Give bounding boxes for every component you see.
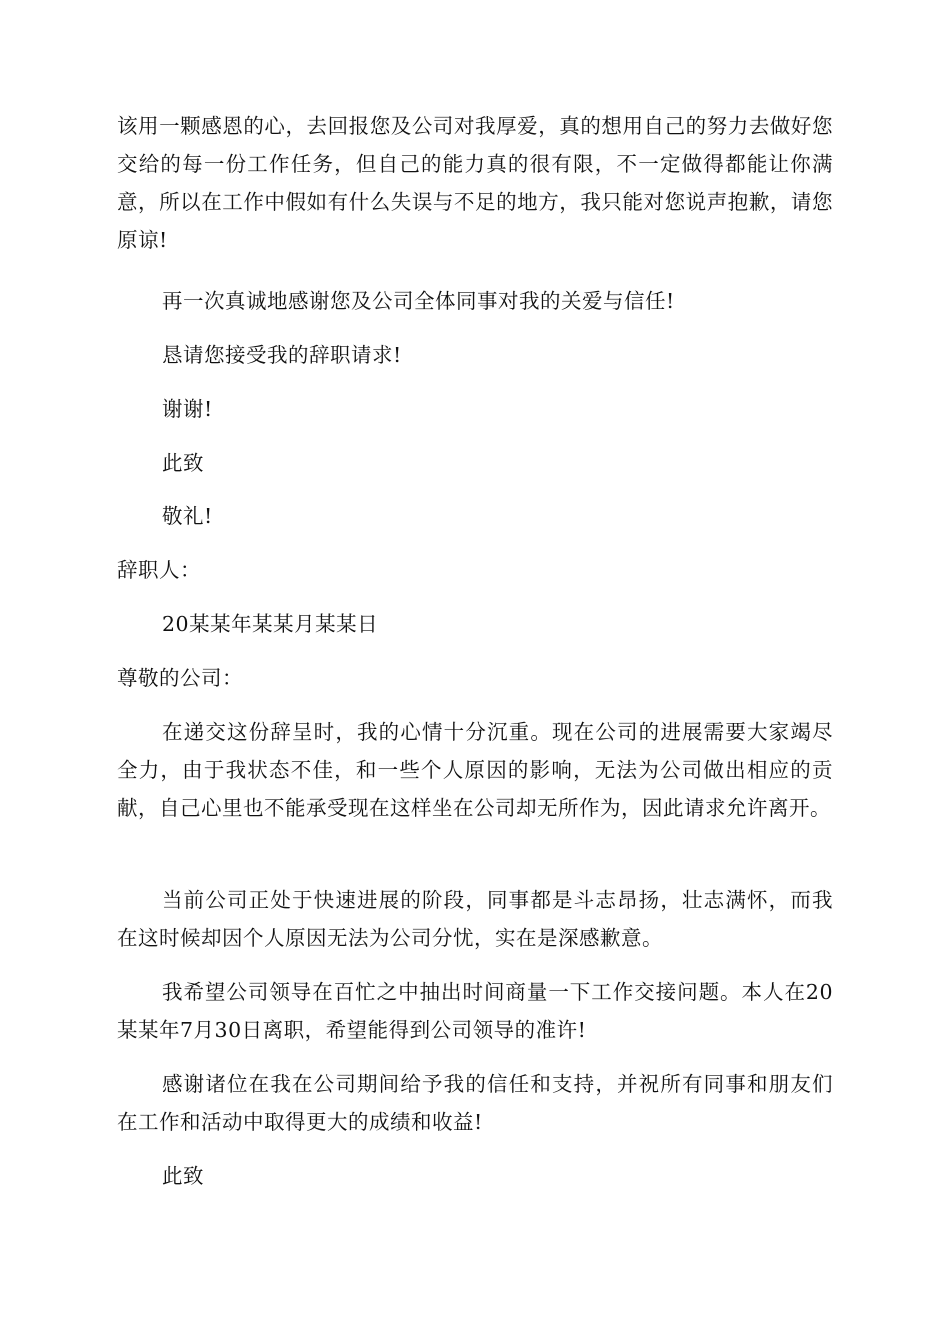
paragraph-closing-1: 此致 (162, 451, 204, 475)
paragraph-submission: 在递交这份辞呈时，我的心情十分沉重。现在公司的进展需要大家竭尽全力，由于我状态不佳，和一些个人原因的影响，无法为公司做出相应的贡献，自己心里也不能承受现在这样坐在公司却无所作为，因此请求允许离开。 (117, 720, 833, 820)
paragraph-request: 恳请您接受我的辞职请求! (162, 343, 402, 367)
paragraph-apology: 该用一颗感恩的心，去回报您及公司对我厚爱，真的想用自己的努力去做好您交给的每一份工作任务，但自己的能力真的很有限，不一定做得都能让你满意，所以在工作中假如有什么失误与不足的地方，我只能对您说声抱歉，请您原谅! (117, 114, 833, 252)
paragraph-gratitude: 感谢诸位在我在公司期间给予我的信任和支持，并祝所有同事和朋友们在工作和活动中取得更大的成绩和收益! (117, 1072, 833, 1134)
paragraph-thanks-again: 再一次真诚地感谢您及公司全体同事对我的关爱与信任! (162, 289, 675, 313)
paragraph-handover: 我希望公司领导在百忙之中抽出时间商量一下工作交接问题。本人在20某某年7月30日离职，希望能得到公司领导的准许! (117, 980, 833, 1042)
salutation: 尊敬的公司： (117, 666, 243, 690)
paragraph-company-stage: 当前公司正处于快速进展的阶段，同事都是斗志昂扬，壮志满怀，而我在这时候却因个人原因无法为公司分忧，实在是深感歉意。 (117, 888, 833, 950)
paragraph-closing-2: 此致 (162, 1164, 204, 1188)
date-line: 20某某年某某月某某日 (162, 612, 379, 636)
paragraph-salute: 敬礼! (162, 504, 213, 528)
signature-label: 辞职人： (117, 558, 201, 582)
paragraph-thank-you: 谢谢! (162, 397, 213, 421)
